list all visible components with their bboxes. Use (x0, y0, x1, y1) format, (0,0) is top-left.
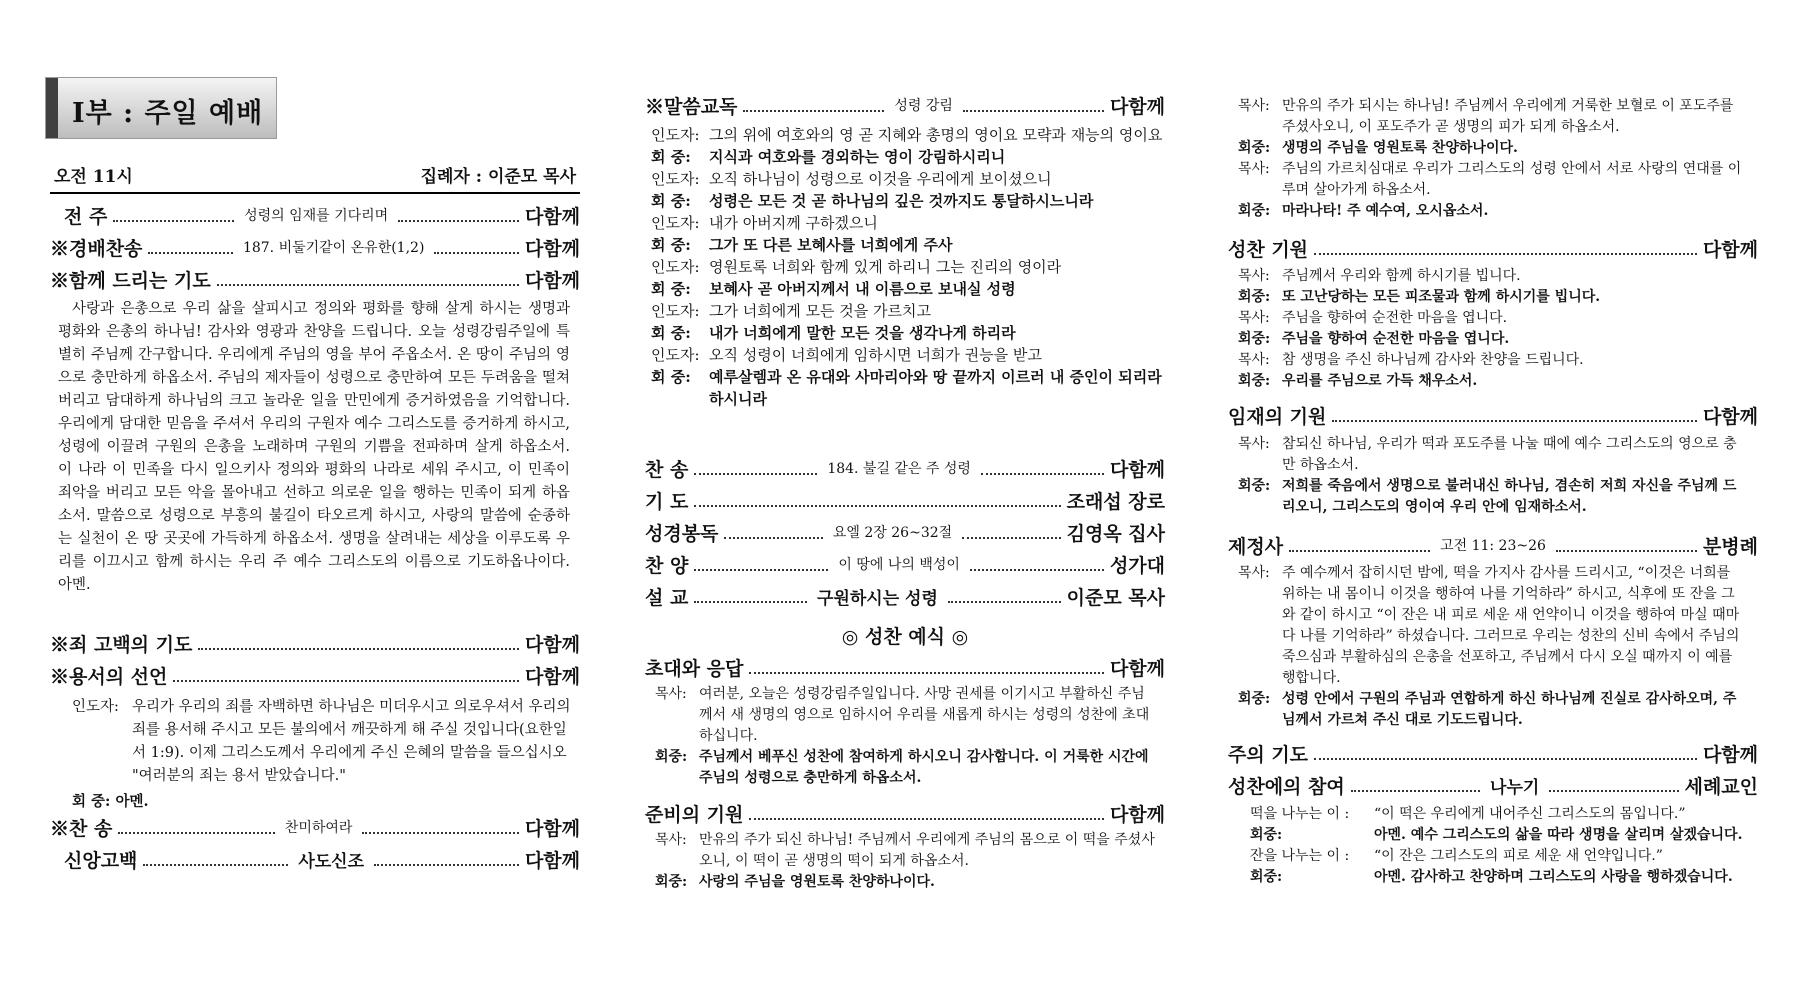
line-text: 성령은 모든 것 곧 하나님의 깊은 것까지도 통달하시느니라 (709, 192, 1094, 210)
speaker-label: 인도자: (651, 258, 700, 276)
speaker-label: 회중: (655, 874, 688, 890)
leader-line (651, 168, 1163, 190)
response-line (651, 190, 1163, 212)
line-text: 참 생명을 주신 하나님께 감사와 찬양을 드립니다. (1282, 352, 1584, 368)
line-text: 주님께서 우리와 함께 하시기를 빕니다. (1282, 268, 1521, 284)
service-time: 오전 11시 (54, 167, 133, 187)
speaker-label: 잔을 나누는 이 : (1250, 848, 1350, 864)
order-item-sacrament-prayer: 성찬 기원 다함께 (1228, 238, 1758, 261)
line-text: 그의 위에 여호와의 영 곧 지혜와 총명의 영이요 모략과 재능의 영이요 (709, 126, 1163, 144)
speaker-label: 회중: (1238, 478, 1271, 494)
litany-list (651, 124, 1163, 410)
speaker-label: 인도자: (651, 126, 700, 144)
speaker-label: 인도자: (651, 302, 700, 320)
speaker-label: 회중: (1238, 289, 1271, 305)
speaker-label: 회중: (1238, 691, 1271, 707)
speaker-label: 회중: (655, 749, 688, 765)
line-text: 주 예수께서 잡히시던 밤에, 떡을 가지사 감사를 드리시고, “이것은 너희를 위하는 내 몸이니 이것을 행하여 나를 기억하라” 하시고, 식후에 또 잔을 그와 같이 하시고 “이 잔은 내 피로 세운 새 언약이니 이것을 행하여 마실 때마다 나를 기억하라” 하셨습니다. 그러므로 우리는 성찬의 신비 속에서 주님의 죽으심과 부활하심의 은총을 선포하고, 주님께서 다시 오실 때까지 이 예를 행합니다. (1282, 565, 1740, 686)
order-item-institution: 제정사 고전 11: 23~26 분병례 (1228, 535, 1758, 558)
speaker-label: 인도자: (651, 346, 700, 364)
leader-line (1250, 804, 1750, 825)
order-item-lords-prayer: 주의 기도 다함께 (1228, 743, 1758, 766)
leader-line (651, 212, 1163, 234)
leader-line (651, 300, 1163, 322)
absolution-text: 인도자: 우리가 우리의 죄를 자백하면 하나님은 미더우시고 의로우셔서 우리의 죄를 용서해 주시고 모든 불의에서 깨끗하게 해 주실 것입니다(요한일서 1:9). 이제 그리스도께서 우리에게 주신 은혜의 말씀을 들으십시오 "여러분의 죄는 용서 받았습니다." 회 중: 아멘. (72, 699, 571, 810)
speaker-label: 회중: (1238, 203, 1271, 219)
service-title: I부 : 주일 예배 (72, 98, 264, 129)
line-text: 우리를 주님으로 가득 채우소서. (1282, 373, 1478, 389)
line-text: 주님을 향하여 순전한 마음을 엽니다. (1282, 331, 1510, 347)
line-text: 예루살렘과 온 유대와 사마리아와 땅 끝까지 이르러 내 증인이 되리라 하시니라 (709, 368, 1162, 408)
line-text: 성령 안에서 구원의 주님과 연합하게 하신 하나님께 진실로 감사하오며, 주님께서 가르쳐 주신 대로 기도드립니다. (1282, 691, 1737, 728)
line-text: 내가 너희에게 말한 모든 것을 생각나게 하리라 (709, 324, 1016, 342)
line-text: 그가 너희에게 모든 것을 가르치고 (709, 302, 931, 320)
preparation-text (655, 830, 1155, 893)
response-line (1238, 371, 1748, 392)
response-line (1238, 476, 1748, 518)
line-text: 주님께서 베푸신 성찬에 참여하게 하시오니 감사합니다. 이 거룩한 시간에 주님의 성령으로 충만하게 하옵소서. (699, 749, 1149, 786)
line-text: 지식과 여호와를 경외하는 영이 강림하시리니 (709, 148, 1006, 166)
order-item-anthem: 찬 양 이 땅에 나의 백성이 성가대 (645, 554, 1165, 577)
leader-line (655, 830, 1155, 872)
speaker-label: 인도자: (651, 214, 700, 232)
speaker-label: 목사: (655, 832, 687, 848)
speaker-label: 목사: (655, 686, 687, 702)
speaker-label: 목사: (1238, 268, 1270, 284)
line-text: 사랑의 주님을 영원토록 찬양하나이다. (699, 874, 935, 890)
sacrament-title: ◎ 성찬 예식 ◎ (841, 626, 969, 648)
speaker-label: 떡을 나누는 이 : (1250, 806, 1350, 822)
line-text: 만유의 주가 되시는 하나님! 주님께서 우리에게 거룩한 보혈로 이 포도주를 주셨사오니, 이 포도주가 곧 생명의 피가 되게 하옵소서. (1282, 98, 1734, 135)
response-line (1250, 825, 1750, 846)
order-item-litany: ※말씀교독 성령 강림 다함께 (645, 95, 1165, 118)
line-text: 오직 하나님이 성령으로 이것을 우리에게 보이셨으니 (709, 170, 1052, 188)
speaker-label: 회중: (1238, 373, 1271, 389)
speaker-label: 인도자: (651, 170, 700, 188)
communion-text (1250, 804, 1750, 888)
order-item-hymn-3: 찬 송 184. 불길 같은 주 성령 다함께 (645, 458, 1165, 481)
order-item-sermon: 설 교 구원하시는 성령 이준모 목사 (645, 586, 1165, 609)
line-text: “이 잔은 그리스도의 피로 세운 새 언약입니다.” (1374, 848, 1663, 864)
line-text: 주님을 향하여 순전한 마음을 엽니다. (1282, 310, 1508, 326)
order-item-absolution: ※용서의 선언 다함께 (50, 665, 580, 688)
speaker-label: 회 중: (651, 148, 691, 166)
speaker-label: 회 중: (651, 280, 691, 298)
response-line (1238, 329, 1748, 350)
response-line (651, 366, 1163, 410)
line-text: 그가 또 다른 보혜사를 너희에게 주사 (709, 236, 953, 254)
response-line (651, 146, 1163, 168)
order-item-creed: 신앙고백 사도신조 다함께 (64, 849, 580, 872)
speaker-label: 회중: (1250, 869, 1283, 885)
order-item-prayer: ※함께 드리는 기도 다함께 (50, 269, 580, 292)
prayer-text: 사랑과 은총으로 우리 삶을 살피시고 정의와 평화를 향해 살게 하시는 생명과 평화와 은총의 하나님! 감사와 영광과 찬양을 드립니다. 오늘 성령강림주일에 특별히 주님께 간구합니다. 우리에게 주님의 영을 부어 주옵소서. 온 땅이 주님의 영으로 충만하게 하옵소서. 주님의 제자들이 성령으로 충만하여 모든 두려움을 떨쳐버리고 담대하게 하나님의 크고 놀라운 일을 만민에게 증거하였음을 기억합니다. 우리에게 담대한 믿음을 주셔서 우리의 구원자 예수 그리스도를 증거하게 하시고, 성령에 이끌려 구원의 은총을 노래하며 구원의 기쁨을 전파하며 살게 하옵소서. 이 나라 이 민족을 다시 일으키사 정의와 평화의 나라로 세워 주시고, 이 민족이 죄악을 버리고 모든 악을 몰아내고 선하고 의로운 일을 행하는 민족이 되게 하옵소서. 말씀으로 성령으로 부흥의 불길이 타오르게 하시고, 사랑의 말씀에 순종하는 실천이 온 땅 곳곳에 가득하게 하옵소서. 생명을 살려내는 세상을 이루도록 우리를 이끄시고 함께 하시는 우리 주 예수 그리스도의 이름으로 기도하옵나이다. 아멘. (58, 301, 570, 593)
leader-line (1238, 159, 1748, 201)
leader-line (1238, 434, 1748, 476)
speaker-label: 목사: (1238, 352, 1270, 368)
line-text: 저희를 죽음에서 생명으로 불러내신 하나님, 겸손히 저희 자신을 주님께 드리오니, 그리스도의 영이여 우리 안에 임재하소서. (1282, 478, 1737, 515)
speaker-label: 목사: (1238, 98, 1270, 114)
line-text: 보혜사 곧 아버지께서 내 이름으로 보내실 성령 (709, 280, 1016, 298)
order-item-invitation: 초대와 응답 다함께 (645, 657, 1165, 680)
invitation-text (655, 684, 1155, 789)
order-item-communion: 성찬에의 참여 나누기 세례교인 (1228, 775, 1759, 798)
badge-accent-bar (46, 78, 58, 138)
order-item-scripture: 성경봉독 요엘 2장 26~32절 김영옥 집사 (645, 522, 1166, 545)
leader-line (1238, 96, 1748, 138)
order-item-prelude: 전 주 성령의 임재를 기다리며 다함께 (64, 205, 580, 228)
speaker-label: 회 중: (651, 368, 691, 386)
institution-text (1238, 563, 1748, 731)
speaker-label: 목사: (1238, 565, 1270, 581)
line-text: 참되신 하나님, 우리가 떡과 포도주를 나눌 때에 예수 그리스도의 영으로 충만 하옵소서. (1282, 436, 1737, 473)
order-item-epiclesis: 임재의 기원 다함께 (1228, 405, 1758, 428)
response-line (1238, 287, 1748, 308)
response-line (655, 747, 1155, 789)
line-text: 아멘. 예수 그리스도의 삶을 따라 생명을 살리며 살겠습니다. (1374, 827, 1743, 843)
response-line (1238, 689, 1748, 731)
speaker-label: 목사: (1238, 310, 1270, 326)
leader-line (651, 256, 1163, 278)
leader-line (651, 344, 1163, 366)
response-line (651, 234, 1163, 256)
leader-line (655, 684, 1155, 747)
line-text: 또 고난당하는 모든 피조물과 함께 하시기를 빕니다. (1282, 289, 1601, 305)
line-text: 오직 성령이 너희에게 임하시면 너희가 권능을 받고 (709, 346, 1042, 364)
leader-line (1238, 266, 1748, 287)
wine-prayer-text (1238, 96, 1748, 222)
line-text: 생명의 주님을 영원토록 찬양하나이다. (1282, 140, 1518, 156)
speaker-label: 회중: (1238, 140, 1271, 156)
leader-line (1250, 846, 1750, 867)
leader-line (651, 124, 1163, 146)
line-text: 내가 아버지께 구하겠으니 (709, 214, 878, 232)
line-text: 영원토록 너희와 함께 있게 하리니 그는 진리의 영이라 (709, 258, 1062, 276)
response-line (651, 322, 1163, 344)
leader-line (1238, 563, 1748, 689)
order-item-confession: ※죄 고백의 기도 다함께 (50, 633, 580, 656)
leader-line (1238, 350, 1748, 371)
speaker-label: 회중: (1238, 331, 1271, 347)
line-text: “이 떡은 우리에게 내어주신 그리스도의 몸입니다.” (1374, 806, 1686, 822)
speaker-label: 회중: (1250, 827, 1283, 843)
time-row (50, 158, 580, 194)
response-line (655, 872, 1155, 893)
line-text: 여러분, 오늘은 성령강림주일입니다. 사망 권세를 이기시고 부활하신 주님께서 새 생명의 영으로 임하시어 우리를 새롭게 하시는 성령의 성찬에 초대하십니다. (699, 686, 1150, 744)
service-badge (45, 77, 277, 139)
speaker-label: 회 중: (651, 192, 691, 210)
speaker-label: 목사: (1238, 436, 1270, 452)
speaker-label: 목사: (1238, 161, 1270, 177)
order-item-hymn: ※경배찬송 187. 비둘기같이 온유한(1,2) 다함께 (50, 237, 580, 260)
response-line (1238, 201, 1748, 222)
response-line (1238, 138, 1748, 159)
line-text: 마라나타! 주 예수여, 오시옵소서. (1282, 203, 1489, 219)
epiclesis-text (1238, 434, 1748, 518)
sacrament-prayer-text (1238, 266, 1748, 392)
order-item-prayer-2: 기 도 조래섭 장로 (645, 490, 1165, 513)
leader-line (1238, 308, 1748, 329)
line-text: 만유의 주가 되신 하나님! 주님께서 우리에게 주님의 몸으로 이 떡을 주셨사오니, 이 떡이 곧 생명의 떡이 되게 하옵소서. (699, 832, 1155, 869)
line-text: 아멘. 감사하고 찬양하며 그리스도의 사랑을 행하겠습니다. (1374, 869, 1733, 885)
speaker-label: 회 중: (651, 236, 691, 254)
order-item-preparation: 준비의 기원 다함께 (645, 803, 1165, 826)
order-item-hymn-2: ※찬 송 찬미하여라 다함께 (50, 817, 581, 840)
response-line (1250, 867, 1750, 888)
response-line (651, 278, 1163, 300)
speaker-label: 회 중: (651, 324, 691, 342)
line-text: 주님의 가르치심대로 우리가 그리스도의 성령 안에서 서로 사랑의 연대를 이루며 살아가게 하옵소서. (1282, 161, 1742, 198)
service-leader: 집례자 : 이준모 목사 (420, 167, 576, 187)
